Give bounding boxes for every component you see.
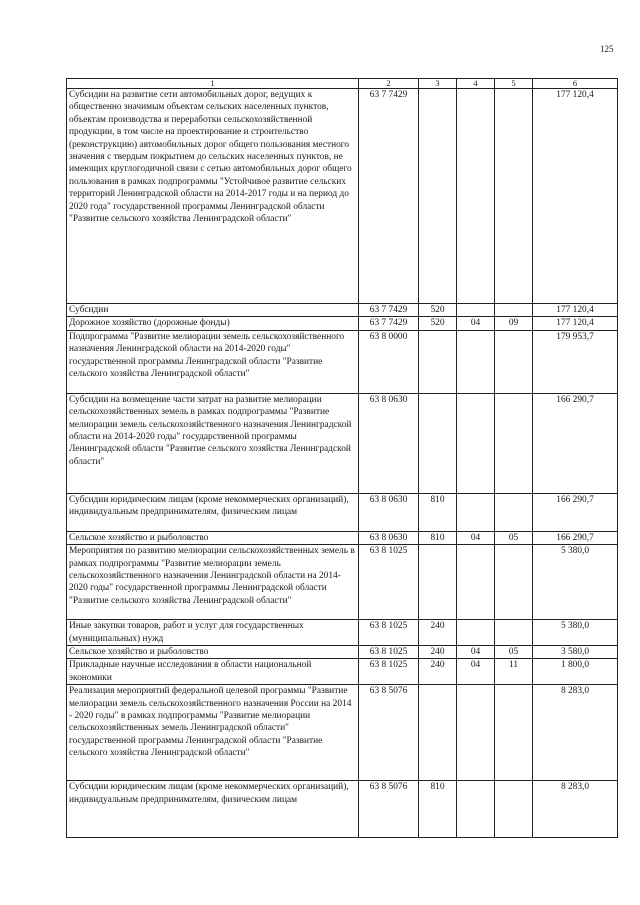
table-row bbox=[67, 646, 618, 659]
subsection-code bbox=[495, 781, 533, 838]
row-description: Мероприятия по развитию мелиорации сельскохозяйственных земель в рамках подпрограммы "Развитие мелиорации земель сельскохозяйственного назначения Ленинградской области на 2014-2020 годы" государственной программы Ленинградской области "Развитие сельского хозяйства Ленинградской области" bbox=[67, 545, 359, 620]
subsection-code bbox=[495, 685, 533, 781]
expense-type-code: 240 bbox=[419, 659, 457, 685]
amount-value: 177 120,4 bbox=[533, 317, 618, 330]
row-description: Субсидии на развитие сети автомобильных дорог, ведущих к общественно значимым объектам сельских населенных пунктов, объектам производства и переработки сельскохозяйственной продукции, в том числе на проектирование и строительство (реконструкцию) автомобильных дорог общего пользования местного значения с твердым покрытием до сельских населенных пунктов, не имеющих круглогодичной связи с сетью автомобильных дорог общего пользования в рамках подпрограммы "Устойчивое развитие сельских территорий Ленинградской области на 2014-2017 годы и на период до 2020 года" государственной программы Ленинградской области "Развитие сельского хозяйства Ленинградской области" bbox=[67, 89, 359, 304]
table-header-row bbox=[67, 79, 618, 89]
subsection-code bbox=[495, 620, 533, 646]
section-code: 04 bbox=[457, 531, 495, 544]
expense-type-code bbox=[419, 330, 457, 393]
column-header: 6 bbox=[533, 79, 618, 89]
row-description: Иные закупки товаров, работ и услуг для государственных (муниципальных) нужд bbox=[67, 620, 359, 646]
target-article-code: 63 8 0630 bbox=[359, 493, 419, 531]
subsection-code bbox=[495, 393, 533, 493]
amount-value: 166 290,7 bbox=[533, 393, 618, 493]
section-code bbox=[457, 545, 495, 620]
table-row bbox=[67, 330, 618, 393]
subsection-code: 11 bbox=[495, 659, 533, 685]
target-article-code: 63 7 7429 bbox=[359, 89, 419, 304]
target-article-code: 63 8 0630 bbox=[359, 393, 419, 493]
table-row bbox=[67, 659, 618, 685]
row-description: Дорожное хозяйство (дорожные фонды) bbox=[67, 317, 359, 330]
target-article-code: 63 8 1025 bbox=[359, 646, 419, 659]
amount-value: 5 380,0 bbox=[533, 620, 618, 646]
subsection-code: 09 bbox=[495, 317, 533, 330]
row-description: Прикладные научные исследования в области национальной экономики bbox=[67, 659, 359, 685]
section-code bbox=[457, 330, 495, 393]
table-row bbox=[67, 89, 618, 304]
expense-type-code bbox=[419, 89, 457, 304]
expense-type-code bbox=[419, 545, 457, 620]
amount-value: 8 283,0 bbox=[533, 781, 618, 838]
budget-table bbox=[66, 78, 618, 838]
table-row bbox=[67, 393, 618, 493]
column-header: 5 bbox=[495, 79, 533, 89]
expense-type-code: 520 bbox=[419, 317, 457, 330]
target-article-code: 63 7 7429 bbox=[359, 304, 419, 317]
table-row bbox=[67, 304, 618, 317]
section-code bbox=[457, 393, 495, 493]
amount-value: 166 290,7 bbox=[533, 531, 618, 544]
table-row bbox=[67, 685, 618, 781]
section-code bbox=[457, 304, 495, 317]
row-description: Субсидии юридическим лицам (кроме некоммерческих организаций), индивидуальным предпринимателям, физическим лицам bbox=[67, 781, 359, 838]
subsection-code: 05 bbox=[495, 646, 533, 659]
row-description: Субсидии bbox=[67, 304, 359, 317]
subsection-code bbox=[495, 304, 533, 317]
expense-type-code: 810 bbox=[419, 531, 457, 544]
target-article-code: 63 7 7429 bbox=[359, 317, 419, 330]
amount-value: 166 290,7 bbox=[533, 493, 618, 531]
column-header: 3 bbox=[419, 79, 457, 89]
row-description: Сельское хозяйство и рыболовство bbox=[67, 646, 359, 659]
table-row bbox=[67, 545, 618, 620]
page-number: 125 bbox=[600, 44, 614, 54]
expense-type-code: 240 bbox=[419, 620, 457, 646]
section-code bbox=[457, 89, 495, 304]
expense-type-code bbox=[419, 393, 457, 493]
subsection-code: 05 bbox=[495, 531, 533, 544]
expense-type-code: 810 bbox=[419, 781, 457, 838]
amount-value: 5 380,0 bbox=[533, 545, 618, 620]
target-article-code: 63 8 0630 bbox=[359, 531, 419, 544]
section-code bbox=[457, 620, 495, 646]
expense-type-code: 520 bbox=[419, 304, 457, 317]
section-code bbox=[457, 493, 495, 531]
target-article-code: 63 8 1025 bbox=[359, 545, 419, 620]
expense-type-code: 810 bbox=[419, 493, 457, 531]
amount-value: 179 953,7 bbox=[533, 330, 618, 393]
target-article-code: 63 8 5076 bbox=[359, 685, 419, 781]
section-code: 04 bbox=[457, 317, 495, 330]
subsection-code bbox=[495, 493, 533, 531]
column-header: 1 bbox=[67, 79, 359, 89]
target-article-code: 63 8 5076 bbox=[359, 781, 419, 838]
amount-value: 3 580,0 bbox=[533, 646, 618, 659]
table-row bbox=[67, 781, 618, 838]
amount-value: 1 800,0 bbox=[533, 659, 618, 685]
amount-value: 177 120,4 bbox=[533, 304, 618, 317]
subsection-code bbox=[495, 89, 533, 304]
table-row bbox=[67, 620, 618, 646]
table-row bbox=[67, 317, 618, 330]
section-code bbox=[457, 781, 495, 838]
subsection-code bbox=[495, 545, 533, 620]
expense-type-code bbox=[419, 685, 457, 781]
expense-type-code: 240 bbox=[419, 646, 457, 659]
section-code: 04 bbox=[457, 659, 495, 685]
column-header: 4 bbox=[457, 79, 495, 89]
row-description: Сельское хозяйство и рыболовство bbox=[67, 531, 359, 544]
column-header: 2 bbox=[359, 79, 419, 89]
table-row bbox=[67, 531, 618, 544]
target-article-code: 63 8 1025 bbox=[359, 659, 419, 685]
amount-value: 177 120,4 bbox=[533, 89, 618, 304]
row-description: Субсидии юридическим лицам (кроме некоммерческих организаций), индивидуальным предпринимателям, физическим лицам bbox=[67, 493, 359, 531]
target-article-code: 63 8 0000 bbox=[359, 330, 419, 393]
section-code: 04 bbox=[457, 646, 495, 659]
target-article-code: 63 8 1025 bbox=[359, 620, 419, 646]
subsection-code bbox=[495, 330, 533, 393]
table-row bbox=[67, 493, 618, 531]
row-description: Подпрограмма "Развитие мелиорации земель сельскохозяйственного назначения Ленинградской области на 2014-2020 годы" государственной программы Ленинградской области "Развитие сельского хозяйства Ленинградской области" bbox=[67, 330, 359, 393]
row-description: Субсидии на возмещение части затрат на развитие мелиорации сельскохозяйственных земель в рамках подпрограммы "Развитие мелиорации земель сельскохозяйственного назначения Ленинградской области на 2014-2020 годы" государственной программы Ленинградской области "Развитие сельского хозяйства Ленинградской области" bbox=[67, 393, 359, 493]
amount-value: 8 283,0 bbox=[533, 685, 618, 781]
section-code bbox=[457, 685, 495, 781]
row-description: Реализация мероприятий федеральной целевой программы "Развитие мелиорации земель сельскохозяйственного назначения России на 2014 - 2020 годы" в рамках подпрограммы "Развитие мелиорации сельскохозяйственных земель Ленинградской области" государственной программы Ленинградской области "Развитие сельского хозяйства Ленинградской области" bbox=[67, 685, 359, 781]
